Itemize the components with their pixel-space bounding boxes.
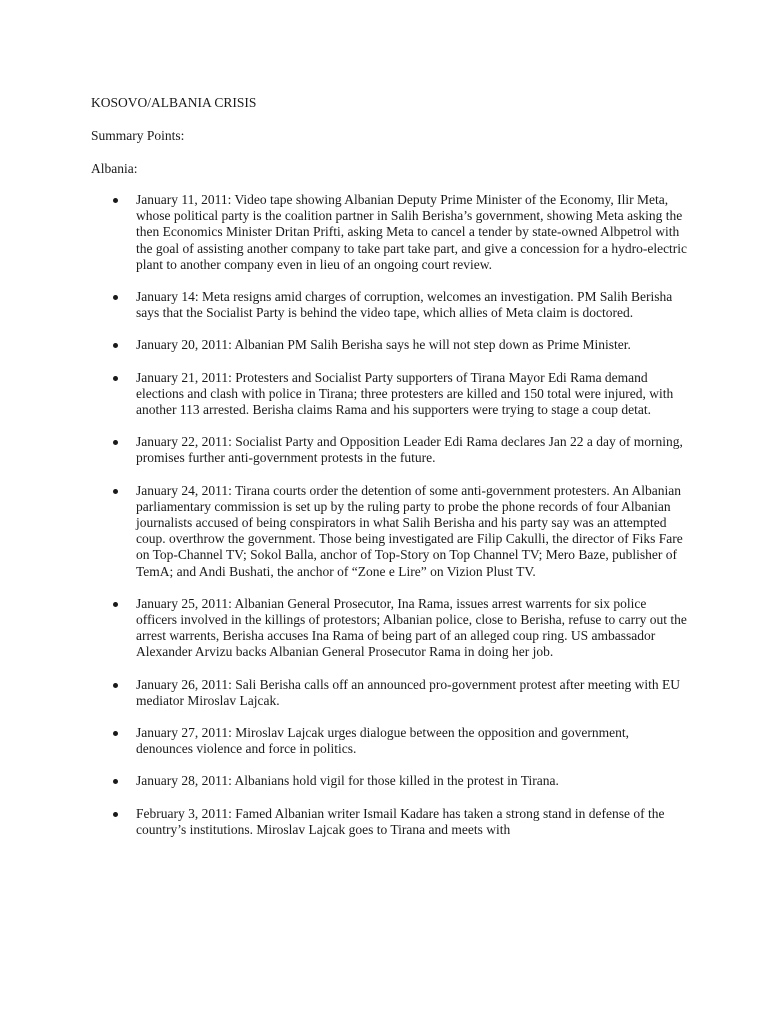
summary-points-label: Summary Points: <box>91 128 185 143</box>
bullet-icon <box>113 295 118 300</box>
list-item <box>0 192 688 273</box>
bullet-icon <box>113 602 118 607</box>
list-item-text: January 22, 2011: Socialist Party and Opposition Leader Edi Rama declares Jan 22 a day of morning, promises further anti-government protests in the future. <box>136 434 683 466</box>
bullet-icon <box>113 440 118 445</box>
list-item-text: January 27, 2011: Miroslav Lajcak urges dialogue between the opposition and government, denounces violence and force in politics. <box>136 725 630 757</box>
bullet-icon <box>113 731 118 736</box>
bullet-icon <box>113 343 118 348</box>
bullet-icon <box>113 376 118 381</box>
bullet-icon <box>113 779 118 784</box>
list-item <box>0 725 688 757</box>
list-item <box>0 773 688 789</box>
bullet-icon <box>113 198 118 203</box>
list-item-text: January 24, 2011: Tirana courts order the detention of some anti-government protesters. An Albanian parliamentary commission is set up by the ruling party to probe the phone records of four Albanian journalists accused of being conspirators in what Salih Berisha and his party say was an attempted coup. overthrow the government. Those being investigated are Filip Cakulli, the director of Fiks Fare on Top-Channel TV; Sokol Balla, anchor of Top-Story on Top Channel TV; Mero Baze, publisher of TemA; and Andi Bushati, the anchor of “Zone e Lire” on Vizion Plust TV. <box>136 482 683 579</box>
list-item <box>0 483 688 580</box>
list-item <box>0 434 688 466</box>
timeline-bullet-list <box>0 192 770 854</box>
list-item <box>0 370 688 419</box>
bullet-icon <box>113 812 118 817</box>
bullet-icon <box>113 489 118 494</box>
list-item-text: February 3, 2011: Famed Albanian writer Ismail Kadare has taken a strong stand in defense of the country’s institutions. Miroslav Lajcak goes to Tirana and meets with <box>136 805 665 837</box>
list-item-text: January 26, 2011: Sali Berisha calls off an announced pro-government protest after meeting with EU mediator Miroslav Lajcak. <box>136 676 680 708</box>
list-item-text: January 28, 2011: Albanians hold vigil for those killed in the protest in Tirana. <box>136 773 559 789</box>
list-item <box>0 677 688 709</box>
list-item-text: January 14: Meta resigns amid charges of corruption, welcomes an investigation. PM Salih Berisha says that the Socialist Party is behind the video tape, which allies of Meta claim is doctored. <box>136 289 673 321</box>
list-item <box>0 337 688 353</box>
list-item <box>0 806 688 838</box>
bullet-icon <box>113 683 118 688</box>
list-item-text: January 20, 2011: Albanian PM Salih Berisha says he will not step down as Prime Minister. <box>136 337 631 353</box>
list-item-text: January 25, 2011: Albanian General Prosecutor, Ina Rama, issues arrest warrents for six police officers involved in the killings of protestors; Albanian police, close to Berisha, refuse to carry out the arrest warrents, Berisha accuses Ina Rama of being part of an alleged coup ring. US ambassador Alexander Arvizu backs Albanian General Prosecutor Rama in doing her job. <box>136 595 687 660</box>
section-heading-albania: Albania: <box>91 161 138 176</box>
list-item <box>0 289 688 321</box>
document-title: KOSOVO/ALBANIA CRISIS <box>91 95 257 110</box>
list-item-text: January 21, 2011: Protesters and Socialist Party supporters of Tirana Mayor Edi Rama demand elections and clash with police in Tirana; three protesters are killed and 150 total were injured, with another 113 arrested. Berisha claims Rama and his supporters were trying to stage a coup detat. <box>136 369 674 418</box>
list-item-text: January 11, 2011: Video tape showing Albanian Deputy Prime Minister of the Economy, Ilir Meta, whose political party is the coalition partner in Salih Berisha’s government, showing Meta asking the then Economics Minister Dritan Prifti, asking Meta to cancel a tender by state-owned Albpetrol with the goal of assisting another company to take part take part, and give a concession for a hydro-electric plant to another company even in lieu of an ongoing court review. <box>136 192 688 272</box>
list-item <box>0 596 688 661</box>
